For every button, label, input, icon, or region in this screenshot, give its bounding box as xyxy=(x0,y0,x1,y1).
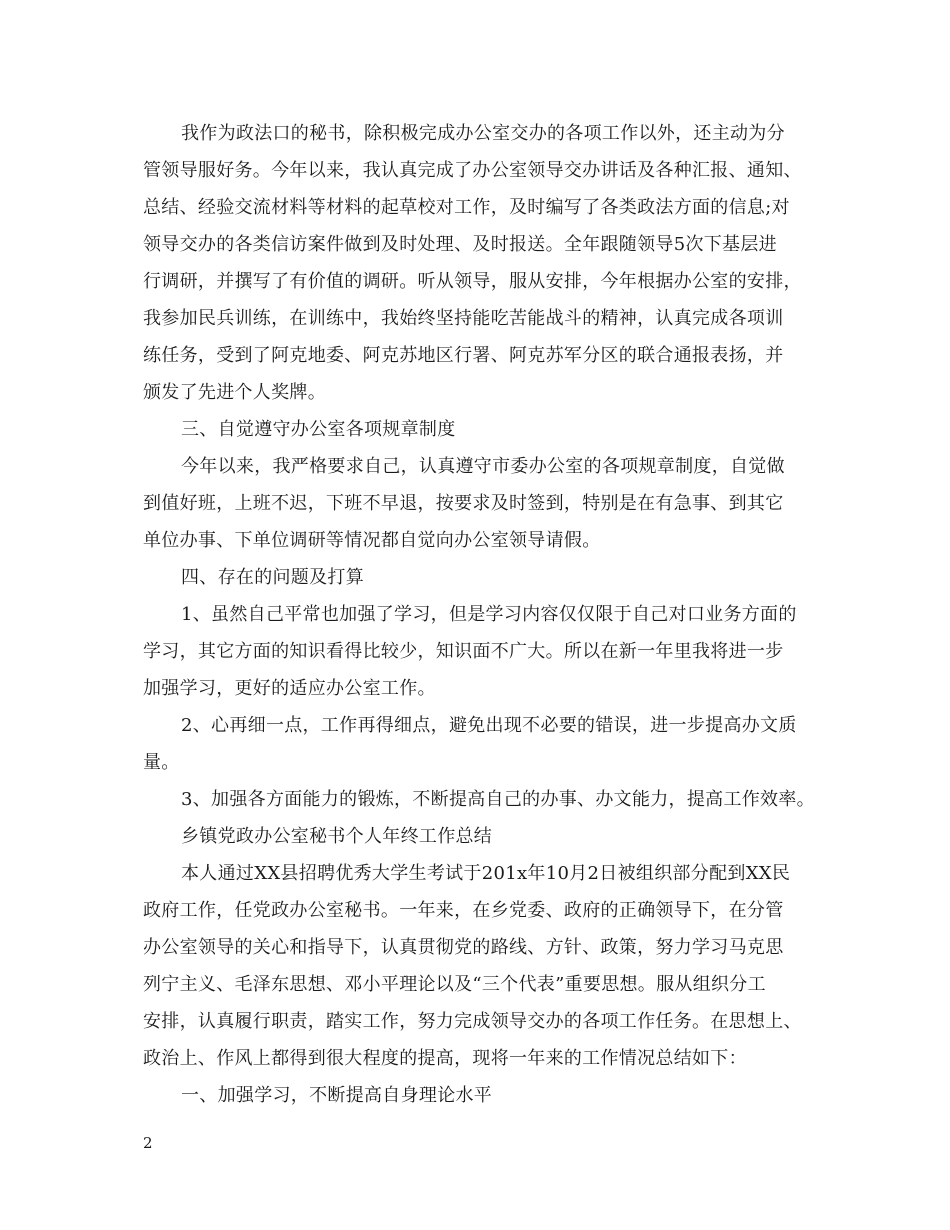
text-line: 量。 xyxy=(143,752,180,773)
text-line: 办公室领导的关心和指导下，认真贯彻党的路线、方针、政策，努力学习马克思 xyxy=(143,937,784,958)
text-line: 2、心再细一点，工作再得细点，避免出现不必要的错误，进一步提高办文质 xyxy=(181,715,797,736)
text-line: 单位办事、下单位调研等情况都自觉向办公室领导请假。 xyxy=(143,530,601,551)
text-line: 四、存在的问题及打算 xyxy=(181,567,364,588)
text-line: 到值好班，上班不迟，下班不早退，按要求及时签到，特别是在有急事、到其它 xyxy=(143,493,784,514)
text-line: 本人通过XX县招聘优秀大学生考试于201x年10月2日被组织部分配到XX民 xyxy=(181,863,791,884)
text-line: 领导交办的各类信访案件做到及时处理、及时报送。全年跟随领导5次下基层进 xyxy=(143,234,777,255)
text-line: 1、虽然自己平常也加强了学习，但是学习内容仅仅限于自己对口业务方面的 xyxy=(181,604,797,625)
document-body xyxy=(143,115,813,1114)
page-number: 2 xyxy=(143,1134,153,1152)
text-line: 我参加民兵训练，在训练中，我始终坚持能吃苦能战斗的精神，认真完成各项训 xyxy=(143,308,784,329)
text-line: 乡镇党政办公室秘书个人年终工作总结 xyxy=(181,826,493,847)
text-line: 加强学习，更好的适应办公室工作。 xyxy=(143,678,436,699)
text-line: 学习，其它方面的知识看得比较少，知识面不广大。所以在新一年里我将进一步 xyxy=(143,641,784,662)
text-line: 政治上、作风上都得到很大程度的提高，现将一年来的工作情况总结如下： xyxy=(143,1048,747,1069)
text-line: 三、自觉遵守办公室各项规章制度 xyxy=(181,419,456,440)
text-line: 我作为政法口的秘书，除积极完成办公室交办的各项工作以外，还主动为分 xyxy=(181,123,785,144)
text-line: 一、加强学习，不断提高自身理论水平 xyxy=(181,1085,493,1106)
text-line: 政府工作，任党政办公室秘书。一年来，在乡党委、政府的正确领导下，在分管 xyxy=(143,900,784,921)
text-line: 练任务，受到了阿克地委、阿克苏地区行署、阿克苏军分区的联合通报表扬，并 xyxy=(143,345,784,366)
text-line: 今年以来，我严格要求自己，认真遵守市委办公室的各项规章制度，自觉做 xyxy=(181,456,785,477)
text-line: 安排，认真履行职责，踏实工作，努力完成领导交办的各项工作任务。在思想上、 xyxy=(143,1011,802,1032)
text-line: 颁发了先进个人奖牌。 xyxy=(143,382,326,403)
text-line: 3、加强各方面能力的锻炼，不断提高自己的办事、办文能力，提高工作效率。 xyxy=(181,789,815,810)
text-line: 管领导服好务。今年以来，我认真完成了办公室领导交办讲话及各种汇报、通知、 xyxy=(143,160,802,181)
text-line: 列宁主义、毛泽东思想、邓小平理论以及“三个代表”重要思想。服从组织分工 xyxy=(143,974,766,995)
text-line: 行调研，并撰写了有价值的调研。听从领导，服从安排，今年根据办公室的安排， xyxy=(143,271,802,292)
text-line: 总结、经验交流材料等材料的起草校对工作，及时编写了各类政法方面的信息;对 xyxy=(143,197,790,218)
